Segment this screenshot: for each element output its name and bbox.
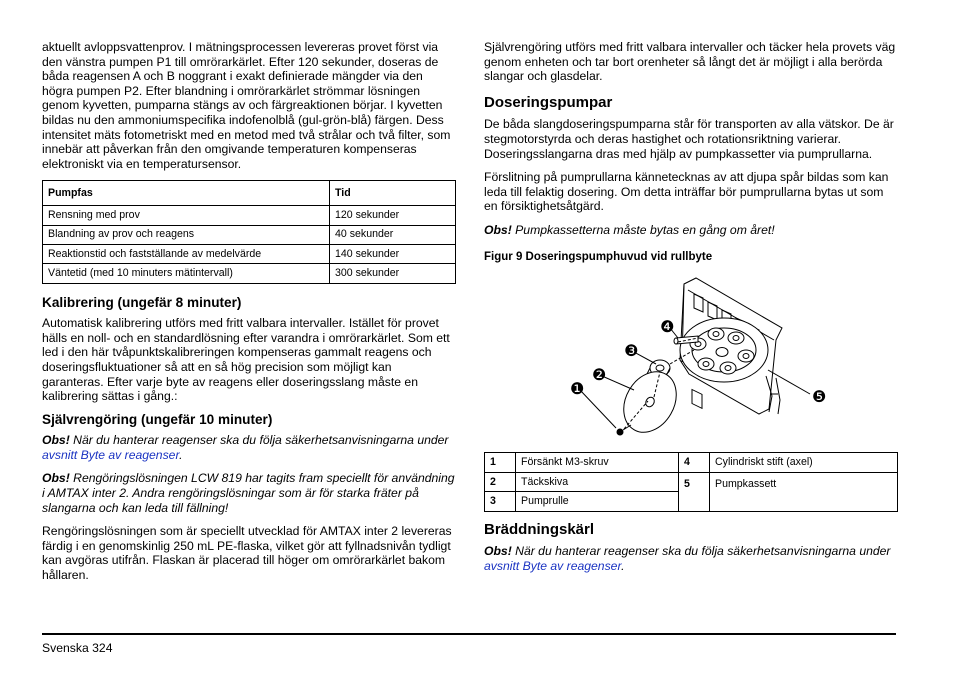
pump-head-illustration (484, 264, 898, 452)
footer-language: Svenska (42, 641, 89, 655)
overflow-safety-note: Obs! När du hanterar reagenser ska du följa säkerhetsanvisningarna under avsnitt Byte av reagenser. (484, 544, 891, 573)
table-cell: 300 sekunder (330, 264, 456, 283)
legend-number: 1 (485, 453, 516, 473)
calibration-heading: Kalibrering (ungefär 8 minuter) (42, 294, 242, 310)
legend-text: Pumprulle (516, 492, 679, 512)
table-row (485, 472, 898, 492)
right-column (484, 40, 898, 582)
note-text: När du hanterar reagenser ska du följa säkerhetsanvisningarna under (515, 544, 891, 559)
table-cell: 140 sekunder (330, 244, 456, 263)
note-text: Pumpkassetterna måste bytas en gång om året! (515, 222, 775, 237)
pump-head-figure (484, 264, 898, 452)
self-cleaning-paragraph: Självrengöring utförs med fritt valbara intervaller och täcker hela provets väg genom enheten och tar bort orenheter så långt det är möjligt i alla berörda slangar och glasdelar. (484, 40, 896, 84)
cleaning-paragraph: Rengöringslösningen som är speciellt utvecklad för AMTAX inter 2 levereras färdig i en genomskinlig 250 mL PE-flaska, vilket gör att fyllnadsnivån tydligt kan avgöras utifrån. Flaskan är placerad till höger om omrörarkärlet bakom hållaren. (42, 524, 452, 583)
legend-number: 5 (679, 472, 710, 511)
figure-caption: Figur 9 Doseringspumphuvud vid rullbyte (484, 250, 713, 263)
footer-divider (42, 633, 896, 635)
safety-note: Obs! När du hanterar reagenser ska du följa säkerhetsanvisningarna under avsnitt Byte av reagenser. (42, 433, 449, 462)
table-row (43, 225, 456, 244)
note-label: Obs! (42, 471, 70, 486)
note-label: Obs! (42, 433, 70, 448)
reagent-section-link[interactable]: avsnitt Byte av reagenser (484, 558, 622, 573)
table-cell: Reaktionstid och fastställande av medelvärde (43, 244, 330, 263)
dosing-paragraph-2: Förslitning på pumprullarna kännetecknas av att djupa spår bildas som kan leda till felaktig dosering. Om detta inträffar bör pumprullarna bytas ut som en försiktighetsåtgärd. (484, 170, 889, 214)
callout-4: ❹ (660, 317, 675, 337)
legend-text: Cylindriskt stift (axel) (710, 453, 898, 473)
table-row (43, 206, 456, 225)
legend-number: 2 (485, 472, 516, 492)
reagent-section-link[interactable]: avsnitt Byte av reagenser (42, 447, 180, 462)
self-cleaning-heading: Självrengöring (ungefär 10 minuter) (42, 411, 273, 427)
legend-number: 4 (679, 453, 710, 473)
table-cell: Väntetid (med 10 minuters mätintervall) (43, 264, 330, 283)
table-header-row (43, 181, 456, 206)
callout-3: ❸ (624, 341, 639, 361)
legend-text: Försänkt M3-skruv (516, 453, 679, 473)
cleaning-solution-note (42, 471, 456, 515)
pump-phase-table (42, 180, 456, 283)
table-cell: 120 sekunder (330, 206, 456, 225)
callout-5: ❺ (812, 387, 827, 407)
note-label: Obs! (484, 222, 512, 237)
page-number: 324 (92, 641, 113, 655)
table-cell: Blandning av prov och reagens (43, 225, 330, 244)
figure-legend-table (484, 452, 898, 512)
table-header: Tid (330, 181, 456, 206)
table-row (43, 264, 456, 283)
intro-paragraph: aktuellt avloppsvattenprov. I mätningsprocessen levereras provet först via den vänstra pumpen P1 till omrörarkärlet. Efter 120 sekunder, doseras de båda reagensen A och B noggrant i exakt definierade mängder via den högra pumpen P2. Efter blandning i omrörarkärlet strömmar lösningen genom kyvetten, pumparna stängs av och färgreaktionen börjar. I kyvetten bildas nu den ammoniumspecifika indofenolblå (gul-grön-blå) färgen. Dess intensitet mäts fotometriskt med en metod med två strålar och två filter, som innebär att påverkan från den omgivande temperaturen kompenseras elektroniskt via en temperatursensor. (42, 40, 451, 171)
callout-2: ❷ (592, 365, 607, 385)
table-cell: Rensning med prov (43, 206, 330, 225)
table-row (43, 244, 456, 263)
left-column (42, 40, 456, 592)
calibration-paragraph: Automatisk kalibrering utförs med fritt valbara intervaller. Istället för provet hälls en noll- och en standardlösning efter varandra i omrörarkärlet. Som ett led i den här tvåpunktskalibreringen kompenseras gammalt reagens och doseringsfluktuationer så att en så hög precision som möjligt kan garanteras. Efter varje byte av reagens eller doseringsslang måste en kalibrering sättas i gång.: (42, 316, 450, 404)
page-footer (42, 641, 112, 655)
legend-text: Täckskiva (516, 472, 679, 492)
dosing-pumps-heading: Doseringspumpar (484, 93, 613, 111)
table-cell: 40 sekunder (330, 225, 456, 244)
dosing-paragraph-1: De båda slangdoseringspumparna står för transporten av alla vätskor. De är stegmotorstyrda och deras hastighet och rotationsriktning varierar. Doseringsslangarna dras med hjälp av pumpkassetter via pumprullarna. (484, 117, 894, 161)
overflow-vessel-heading: Bräddningskärl (484, 520, 595, 538)
note-text: Rengöringslösningen LCW 819 har tagits fram speciellt för användning i AMTAX inter 2. Andra rengöringslösningar som är för starka fräter på slangarna och kan leda till fällning! (42, 471, 455, 515)
note-text: När du hanterar reagenser ska du följa säkerhetsanvisningarna under (73, 433, 449, 448)
callout-1: ❶ (570, 379, 585, 399)
table-row (485, 453, 898, 473)
legend-text: Pumpkassett (710, 472, 898, 511)
cassette-note (484, 223, 898, 238)
legend-number: 3 (485, 492, 516, 512)
table-header: Pumpfas (43, 181, 330, 206)
note-label: Obs! (484, 544, 512, 559)
